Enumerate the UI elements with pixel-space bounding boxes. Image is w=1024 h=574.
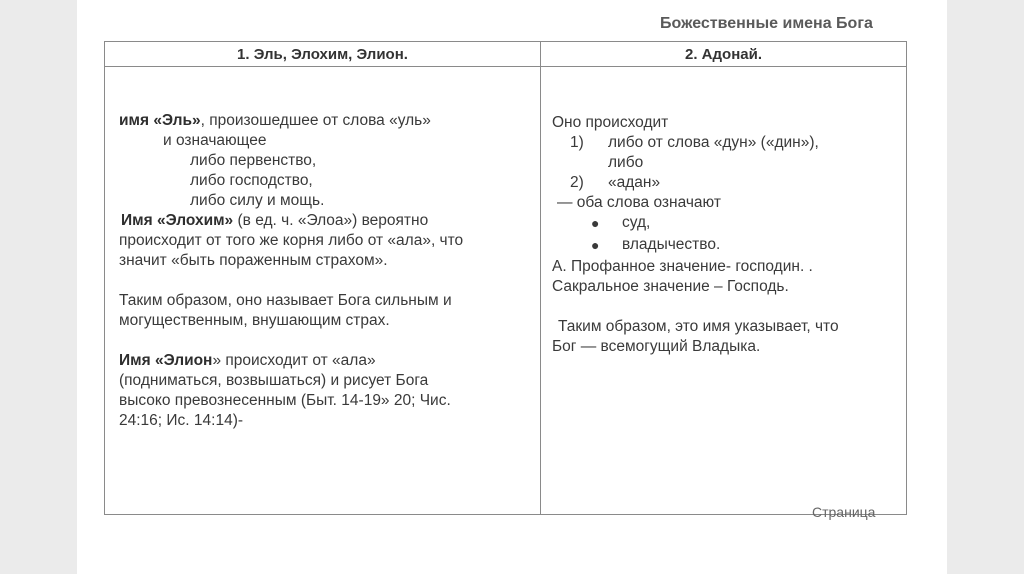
text-line: либо от слова «дун» («дин»), <box>608 134 819 151</box>
text-line: 24:16; Ис. 14:14)- <box>119 412 244 429</box>
list-number: 1) <box>570 134 584 151</box>
column-1-cell <box>105 67 541 515</box>
text-span: , произошедшее от слова «уль» <box>200 112 431 129</box>
text-span: » происходит от «ала» <box>212 352 376 369</box>
text-line: Оно происходит <box>552 114 669 131</box>
text-line: либо первенство, <box>190 152 317 169</box>
text-line: высоко превознесенным (Быт. 14-19» 20; Чис. <box>119 392 451 409</box>
cut-off-header <box>660 15 920 40</box>
text-line: суд, <box>622 214 651 231</box>
text-line <box>121 211 428 231</box>
text-line: и означающее <box>163 132 267 149</box>
text-line: Таким образом, оно называет Бога сильным и <box>119 292 452 309</box>
list-number: 2) <box>570 174 584 191</box>
text-line: либо <box>608 154 644 171</box>
text-line: значит «быть пораженным страхом». <box>119 252 388 269</box>
text-line <box>119 111 431 131</box>
text-line: Таким образом, это имя указывает, что <box>558 318 839 335</box>
header-text: Божественные имена Бога <box>660 15 873 32</box>
text-line: А. Профанное значение- господин. . <box>552 258 813 275</box>
text-line: Сакральное значение – Господь. <box>552 278 789 295</box>
bullet-icon: ● <box>591 237 600 253</box>
bullet-icon: ● <box>591 215 600 231</box>
text-line: происходит от того же корня либо от «ала», что <box>119 232 464 249</box>
table-header-row <box>105 42 907 67</box>
column-header-2: 2. Адонай. <box>541 42 907 67</box>
table-body-row <box>105 67 907 515</box>
term-el: имя «Эль» <box>119 112 201 129</box>
term-elohim: Имя «Элохим» <box>121 212 234 229</box>
text-line <box>119 351 376 371</box>
term-elion: Имя «Элион <box>119 352 213 369</box>
text-line: владычество. <box>622 236 721 253</box>
text-line: либо господство, <box>190 172 313 189</box>
text-line: могущественным, внушающим страх. <box>119 312 390 329</box>
column-2-cell <box>541 67 907 515</box>
text-line: — оба слова означают <box>557 194 721 211</box>
text-span: (в ед. ч. «Элоа») вероятно <box>233 212 429 229</box>
comparison-table <box>104 41 907 515</box>
text-line: «адан» <box>608 174 661 191</box>
text-line: Бог — всемогущий Владыка. <box>552 338 761 355</box>
column-header-1: 1. Эль, Элохим, Элион. <box>105 42 541 67</box>
text-line: (подниматься, возвышаться) и рисует Бога <box>119 372 429 389</box>
footer-text: Страница <box>812 504 876 520</box>
text-line: либо силу и мощь. <box>190 192 325 209</box>
cut-off-footer <box>812 504 876 520</box>
